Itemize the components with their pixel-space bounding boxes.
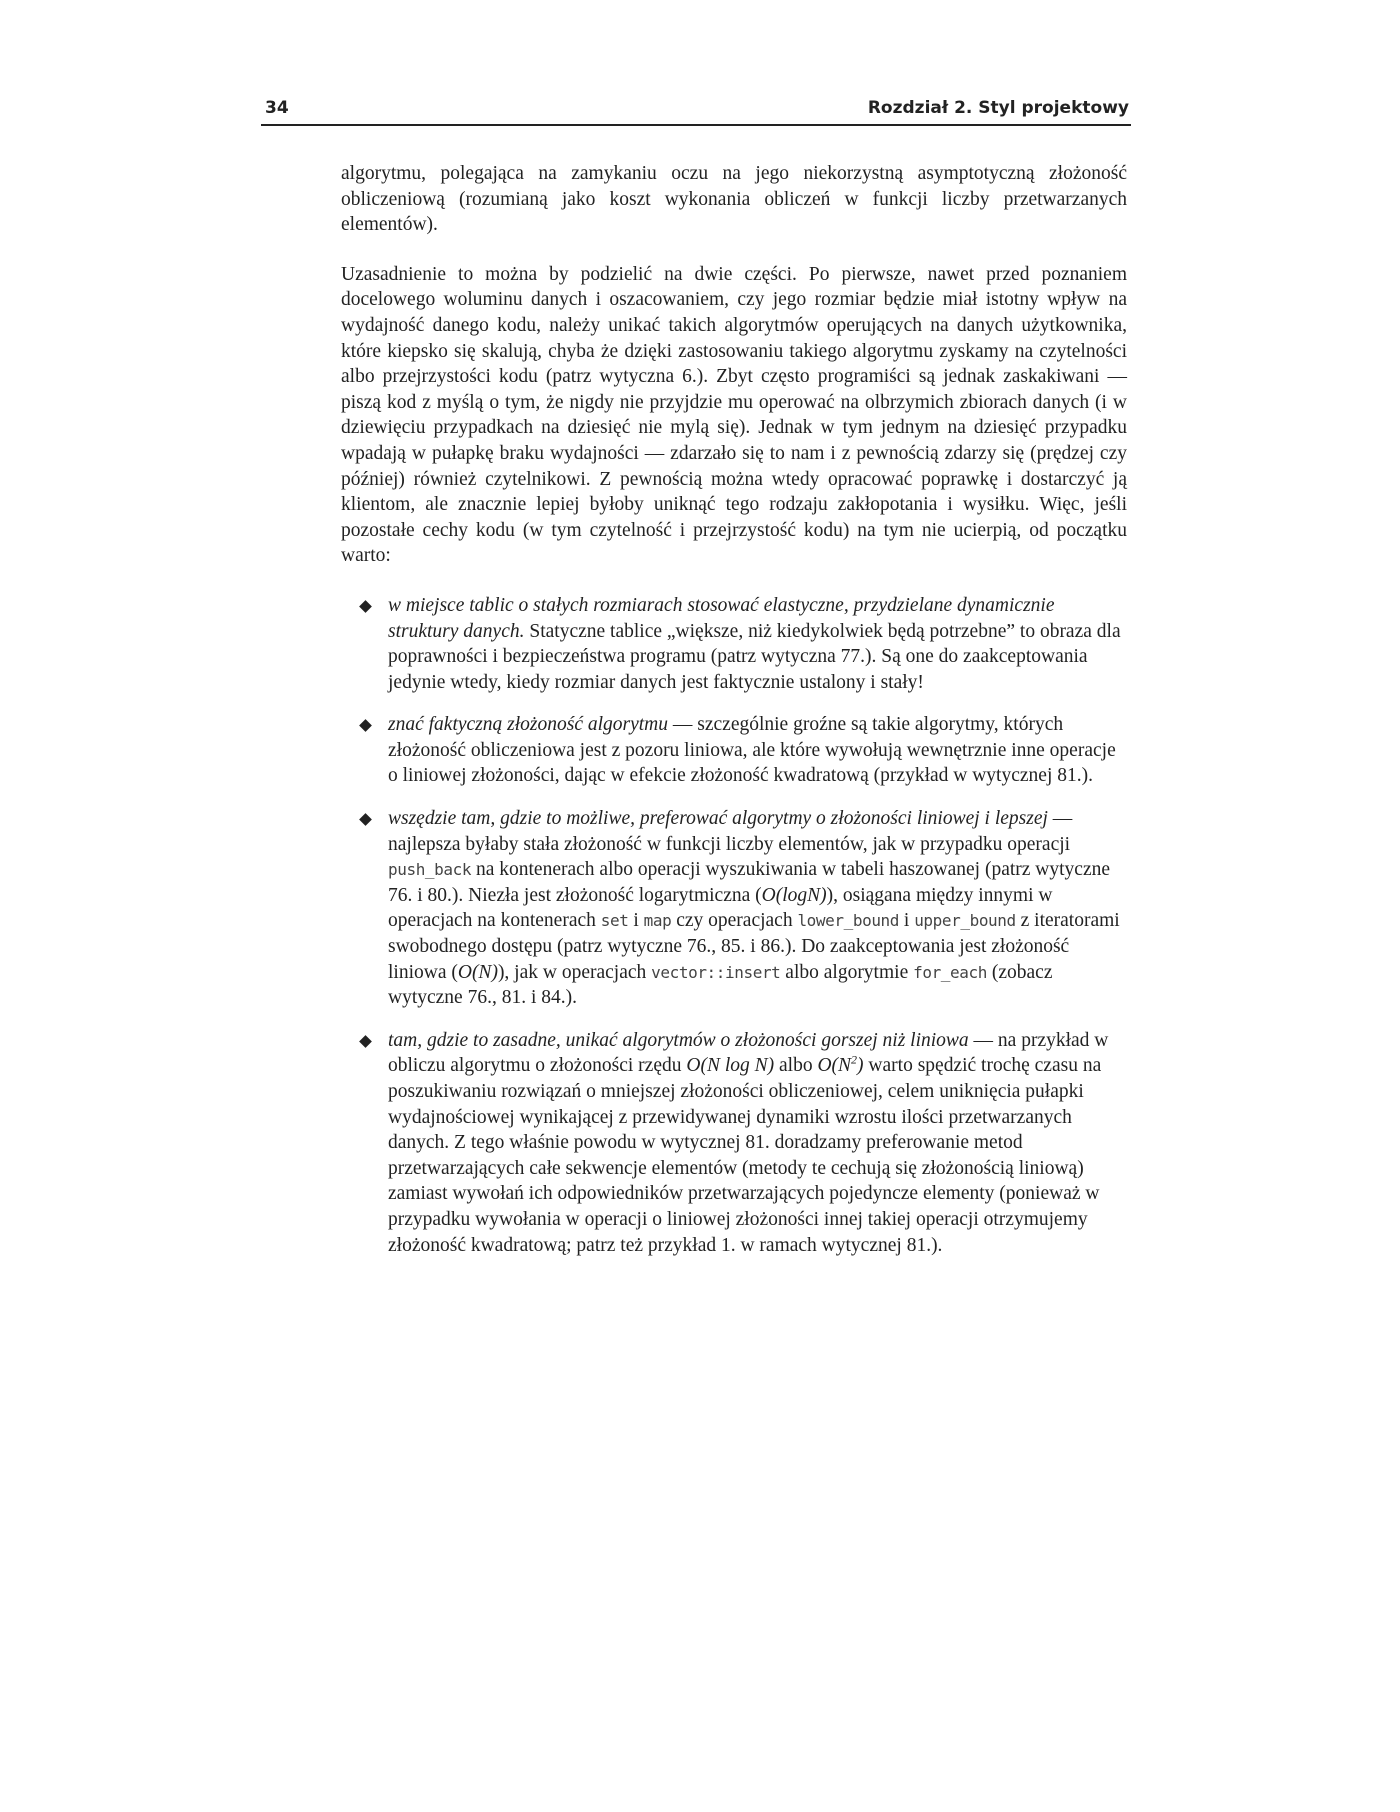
item-text: z iteratorami swobodnego dostępu (patrz wytyczne 76., 85. i 86.). Do zaakceptowania jest złożoność liniowa ( [388, 910, 1120, 983]
diamond-bullet-icon [359, 719, 372, 732]
complexity-notation: O(logN) [761, 884, 827, 906]
code-push-back: push_back [388, 860, 472, 880]
item-text: ), jak w operacjach [497, 961, 652, 983]
running-header [261, 96, 1131, 126]
code-lower-bound: lower_bound [797, 911, 900, 931]
item-text: na kontenerach albo operacji wyszukiwania w tabeli haszowanej (patrz wytyczne 76. i 80.). Niezła jest złożoność logarytmiczna ( [388, 859, 1111, 906]
item-text: czy operacjach [671, 910, 798, 932]
item-text: warto spędzić trochę czasu na poszukiwaniu rozwiązań o mniejszej złożoności obliczeniowej, celem uniknięcia pułapki wydajnościowej wynikającej z przewidywanej dynamiki wzrostu ilości przetwarzanych danych. Z tego właśnie powodu w wytycznej 81. doradzamy preferowanie metod przetwarzających całe sekwencje elementów (metody te cechują się złożonością liniową) zamiast wywołań ich odpowiedników przetwarzających pojedyncze elementy (ponieważ w przypadku wywołania w operacji o liniowej złożoności innej takiej operacji otrzymujemy złożoność kwadratową; patrz też przykład 1. w ramach wytycznej 81.). [388, 1055, 1102, 1256]
item-lead: tam, gdzie to zasadne, unikać algorytmów o złożoności gorszej niż liniowa [388, 1029, 969, 1051]
item-lead: wszędzie tam, gdzie to możliwe, preferować algorytmy o złożoności liniowej i lepszej [388, 808, 1048, 830]
item-text: — szczególnie groźne są takie algorytmy, których złożoność obliczeniowa jest z pozoru liniowa, ale które wywołują wewnętrznie inne operacje o liniowej złożoności, dając w efekcie złożoność kwadratową (przykład w wytycznej 81.). [388, 714, 1116, 787]
item-lead: w miejsce tablic o stałych rozmiarach stosować elastyczne, przydzielane dynamicznie struktury danych. [388, 594, 1055, 642]
code-set: set [600, 911, 629, 931]
paragraph-continuation: algorytmu, polegająca na zamykaniu oczu na jego niekorzystną asymptotyczną złożoność obliczeniową (rozumianą jako koszt wykonania obliczeń w funkcji liczby przetwarzanych elementów). [341, 163, 1127, 236]
main-text [341, 161, 1127, 1275]
list-item [341, 593, 1127, 695]
item-text: (zobacz wytyczne 76., 81. i 84.). [388, 961, 1053, 1009]
chapter-title: Rozdział 2. Styl projektowy [867, 98, 1129, 118]
page-number: 34 [265, 98, 289, 118]
item-text: i [628, 910, 644, 932]
item-text: albo algorytmie [780, 961, 914, 983]
item-text: — na przykład w obliczu algorytmu o złożoności rzędu [388, 1029, 1109, 1077]
paragraph-justification: Uzasadnienie to można by podzielić na dwie części. Po pierwsze, nawet przed poznaniem docelowego woluminu danych i oszacowaniem, czy jego rozmiar będzie miał istotny wpływ na wydajność danego kodu, należy unikać takich algorytmów operujących na danych użytkownika, które kiepsko się skalują, chyba że dzięki zastosowaniu takiego algorytmu zyskamy na czytelności albo przejrzystości kodu (patrz wytyczna 6.). Zbyt często programiści są jednak zaskakiwani — piszą kod z myślą o tym, że nigdy nie przyjdzie mu operować na olbrzymich zbiorach danych (i w dziewięciu przypadkach na dziesięć nie mylą się). Jednak w tym jednym na dziesięć przypadku wpadają w pułapkę braku wydajności — zdarzało się to nam i z pewnością zdarzy się (prędzej czy później) również czytelnikowi. Z pewnością można wtedy opracować poprawkę i dostarczyć ją klientom, ale znacznie lepiej byłoby uniknąć tego rodzaju zakłopotania i wysiłku. Więc, jeśli pozostałe cechy kodu (w tym czytelność i przejrzystość kodu) na tym nie ucierpią, od początku warto: [341, 263, 1127, 567]
diamond-bullet-icon [359, 813, 372, 826]
guideline-list [341, 593, 1127, 1258]
list-item [341, 1028, 1127, 1258]
complexity-notation: O(N log N) [686, 1055, 775, 1077]
diamond-bullet-icon [359, 600, 372, 613]
code-map: map [643, 911, 672, 931]
list-item [341, 806, 1127, 1011]
item-text: Statyczne tablice „większe, niż kiedykolwiek będą potrzebne” to obraza dla poprawności i bezpieczeństwa programu (patrz wytyczna 77.). Są one do zaakceptowania jedynie wtedy, kiedy rozmiar danych jest faktycznie ustalony i stały! [388, 620, 1121, 693]
item-text: ), osiągana między innymi w operacjach na kontenerach [388, 884, 1053, 932]
complexity-notation-close: ) [857, 1055, 864, 1077]
complexity-notation: O(N [817, 1055, 852, 1077]
complexity-notation: O(N) [457, 961, 498, 983]
item-text: albo [774, 1055, 818, 1077]
exponent: 2 [851, 1052, 858, 1067]
code-for-each: for_each [913, 962, 987, 982]
code-upper-bound: upper_bound [914, 911, 1016, 931]
list-item [341, 712, 1127, 789]
code-vector-insert: vector::insert [651, 962, 781, 982]
item-text: i [899, 910, 915, 932]
item-text: — najlepsza byłaby stała złożoność w funkcji liczby elementów, jak w przypadku operacji [388, 808, 1073, 855]
item-lead: znać faktyczną złożoność algorytmu [388, 714, 669, 736]
diamond-bullet-icon [359, 1035, 372, 1048]
